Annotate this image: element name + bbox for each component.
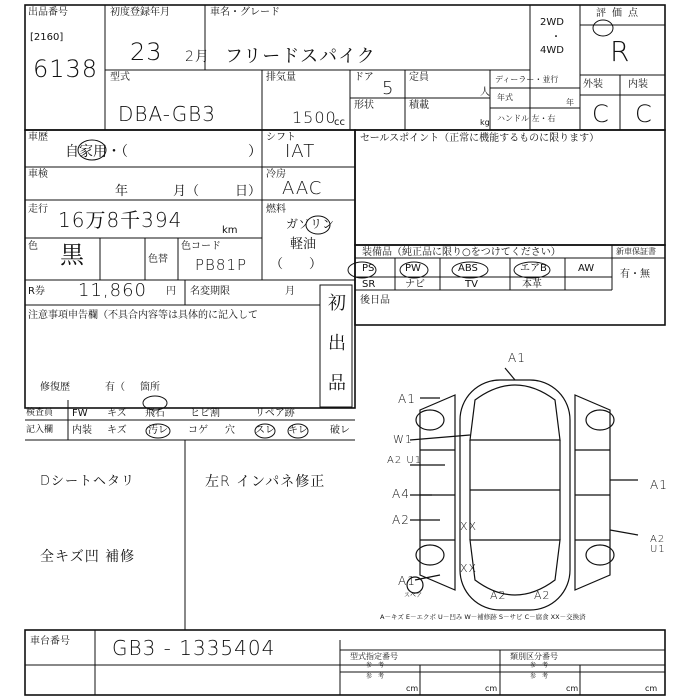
chassis-label: 車台番号 [30, 636, 70, 647]
fuel-label: 燃料 [266, 204, 286, 215]
drive-4wd: 4WD [540, 45, 564, 56]
recycle-label: R券 [28, 286, 45, 297]
cm-3: cm [566, 684, 579, 693]
seats-label: 定員 [409, 72, 429, 83]
equip-navi: ナビ [405, 279, 425, 290]
chassis-number: GB3 - 1335404 [112, 636, 276, 660]
equip-tv: TV [465, 279, 478, 290]
fuel-diesel: 軽油 [290, 237, 317, 252]
reg-label: 初度登録年月 [110, 7, 170, 18]
equip-pw: PW [405, 263, 421, 274]
ref-2: 参 考 [530, 662, 549, 669]
ac-value: AAC [282, 178, 323, 199]
year-unit: 年 [566, 98, 574, 107]
recycle-unit: 円 [166, 286, 176, 297]
ref-1: 参 考 [366, 662, 385, 669]
after-items-label: 後日品 [360, 295, 390, 306]
repair-close: 箇所 [140, 382, 160, 393]
insp-interior: 内装 [72, 425, 92, 436]
equip-abs: ABS [458, 263, 478, 274]
ac-label: 冷房 [266, 169, 286, 180]
drive-dot: ・ [551, 32, 561, 43]
color-label: 色 [28, 241, 38, 252]
insp-repair: リペア跡 [255, 408, 295, 419]
equip-ps: PS [362, 263, 375, 274]
cm-1: cm [406, 684, 419, 693]
history-label: 車歴 [28, 132, 48, 143]
mileage-unit: km [222, 225, 238, 236]
equip-aw: AW [578, 263, 595, 274]
mark-bottom-a: A2 [490, 589, 507, 602]
inspection-day: 日） [235, 184, 262, 199]
year-label: 年式 [497, 93, 513, 102]
inspector-label-2: 記入欄 [26, 425, 54, 435]
mileage-value: 16万8千394 [58, 208, 183, 232]
mark-left-a2: A2 [392, 513, 410, 527]
model-label: 型式 [110, 72, 130, 83]
handwritten-note-3: 全キズ凹 補修 [40, 549, 136, 565]
equip-sr: SR [362, 279, 376, 290]
mark-bottom-b: A2 [534, 589, 551, 602]
category-label: 類別区分番号 [510, 652, 558, 661]
insp-crack: ヒビ割 [190, 408, 220, 419]
ref-3: 参 考 [366, 673, 385, 680]
mark-right-top: A1 [650, 478, 668, 492]
shape-label: 形状 [354, 100, 374, 111]
load-label: 積載 [409, 100, 429, 111]
warranty-label: 新車保証書 [616, 247, 656, 256]
disp-label: 排気量 [266, 72, 296, 83]
shift-value: IAT [285, 141, 316, 162]
inspection-year: 年 [115, 184, 129, 199]
mark-right-mid: A2 U1 [650, 534, 666, 555]
color-code-value: PB81P [195, 256, 247, 274]
reg-month: 2月 [185, 49, 210, 65]
reg-year: 23 [130, 38, 163, 66]
doors-value: 5 [382, 78, 395, 99]
mark-left-a4: A4 [392, 487, 410, 501]
sales-point-box [355, 130, 665, 245]
mark-xx-2: XX [460, 562, 478, 575]
doors-label: ドア [354, 72, 374, 83]
insp-cut: キレ [288, 425, 308, 436]
insp-hole: 穴 [225, 425, 235, 436]
repaint-label: 色替 [148, 254, 168, 265]
ext-label: 外装 [583, 79, 603, 90]
first-stamp-1: 初 [328, 293, 346, 314]
insp-wear: スレ [255, 425, 275, 436]
seats-unit: 人 [480, 87, 490, 98]
equip-leather: 本革 [522, 279, 542, 290]
mark-left-top: A1 [398, 392, 416, 406]
model-value: DBA-GB3 [118, 102, 217, 126]
color-value: 黒 [60, 241, 85, 269]
history-close: ） [248, 144, 262, 160]
grade-value: R [610, 35, 631, 68]
mark-top: A1 [508, 351, 526, 365]
handle-label: ハンドル 左・右 [497, 114, 556, 123]
lot-number: 6138 [33, 55, 99, 83]
mark-spare: スペア [404, 592, 423, 599]
mileage-label: 走行 [28, 204, 48, 215]
drive-2wd: 2WD [540, 17, 564, 28]
disp-unit: cc [334, 117, 345, 128]
insp-int-scratch: キズ [107, 425, 127, 436]
int-label: 内装 [628, 79, 648, 90]
fuel-other: （ ） [270, 257, 323, 272]
shift-label: シフト [266, 132, 296, 143]
grade-label: 評価点 [596, 8, 644, 19]
sales-point-label: セールスポイント（正常に機能するものに限ります） [360, 133, 600, 144]
lot-code: [2160] [30, 32, 64, 43]
repair-value: 有（ [105, 382, 125, 393]
first-stamp-2: 出 [328, 333, 346, 354]
recycle-value: 11,860 [78, 280, 147, 301]
cm-2: cm [485, 684, 498, 693]
insp-dirt: 汚レ [148, 425, 168, 436]
insp-scratch: キズ [107, 408, 127, 419]
color-code-label: 色コード [181, 241, 221, 252]
int-value: C [635, 100, 653, 128]
mark-left-w: W1 [393, 433, 413, 446]
warranty-value: 有・無 [620, 269, 650, 280]
mark-xx-1: XX [460, 520, 478, 533]
ref-4: 参 考 [530, 673, 549, 680]
dealer-label: ディーラー・並行 [495, 75, 559, 84]
first-stamp-3: 品 [328, 373, 346, 394]
notes-label: 注意事項申告欄（不具合内容等は具体的に記入して [28, 310, 258, 321]
name-label: 車名・グレード [210, 7, 280, 18]
handwritten-note-2: 左R インパネ修正 [205, 474, 326, 490]
inspector-label-1: 検査員 [26, 408, 54, 418]
lot-label: 出品番号 [28, 7, 68, 18]
type-designation-label: 型式指定番号 [350, 652, 398, 661]
mark-left-a: A2 U1 [387, 455, 423, 466]
equip-airbag: エアB [520, 263, 547, 274]
ext-value: C [592, 100, 610, 128]
insp-fw: FW [72, 408, 88, 419]
car-name: フリードスパイク [225, 46, 376, 67]
fuel-gas: ガソリン [286, 217, 335, 231]
history-value: 自家用・（ [65, 144, 128, 160]
load-unit: kg [480, 118, 490, 127]
name-change-label: 名変期限 [190, 286, 230, 297]
car-diagram [407, 368, 638, 610]
damage-legend: A－キズ E－エクボ U－凹み W－補修跡 S－サビ C－腐食 XX－交換済 [380, 613, 586, 621]
insp-stone: 飛石 [145, 408, 165, 419]
insp-burn: コゲ [188, 425, 208, 436]
repair-label: 修復歴 [40, 382, 70, 393]
name-change-unit: 月 [285, 286, 295, 297]
disp-value: 1500 [292, 108, 337, 127]
cm-4: cm [645, 684, 658, 693]
inspection-month: 月（ [173, 184, 200, 199]
inspection-label: 車検 [28, 169, 48, 180]
insp-tear: 破レ [330, 425, 350, 436]
handwritten-note-1: Dシートヘタリ [40, 474, 136, 489]
mark-left-bottom: A1 [398, 574, 416, 588]
equipment-label: 装備品（純正品に限り○をつけてください） [362, 247, 561, 258]
